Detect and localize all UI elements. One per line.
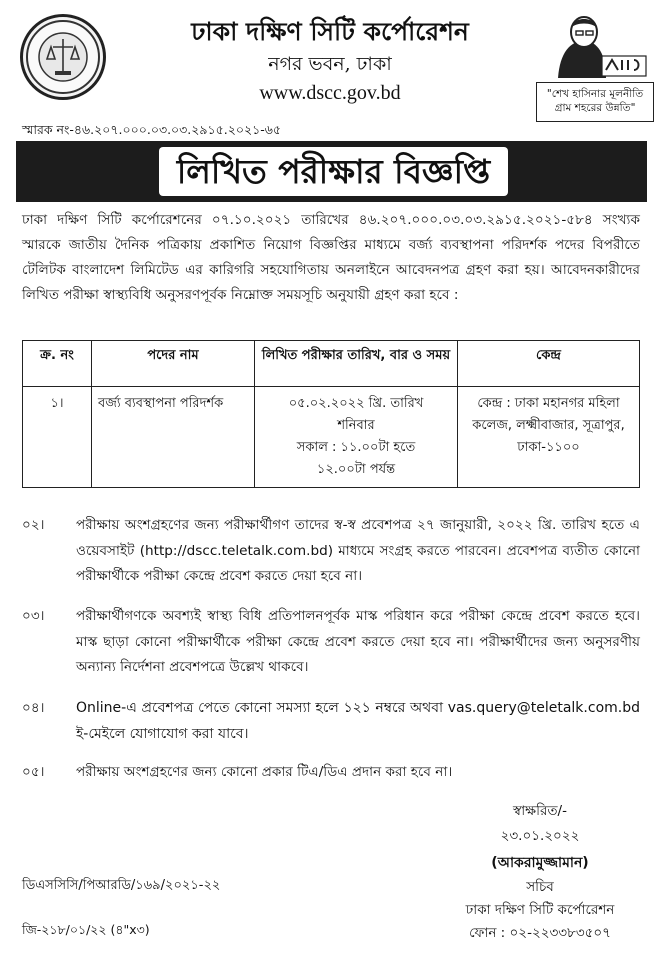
memo-number: স্মারক নং-৪৬.২০৭.০০০.০৩.০৩.২৯১৫.২০২১-৬৫ (22, 122, 281, 137)
date-line-2: শনিবার (337, 418, 375, 433)
cell-post: বর্জ্য ব্যবস্থাপনা পরিদর্শক (92, 387, 255, 488)
signatory-org: ঢাকা দক্ষিণ সিটি কর্পোরেশন (465, 902, 615, 918)
paragraph-02 (22, 513, 640, 590)
header-post: পদের নাম (92, 341, 255, 387)
signature-date: ২৩.০১.২০২২ (500, 828, 580, 844)
paragraph-04 (22, 696, 640, 747)
date-line-1: ০৫.০২.২০২২ খ্রি. তারিখ (288, 396, 424, 411)
org-website[interactable]: www.dscc.gov.bd (259, 82, 401, 104)
intro-paragraph: ঢাকা দক্ষিণ সিটি কর্পোরেশনের ০৭.১০.২০২১ তারিখের ৪৬.২০৭.০০০.০৩.০৩.২৯১৫.২০২১-৫৮৪ সংখ্যক স্মারকে জাতীয় দৈনিক পত্রিকায় প্রকাশিত নিয়োগ বিজ্ঞপ্তির মাধ্যমে বর্জ্য ব্যবস্থাপনা পরিদর্শক পদের বিপরীতে টেলিটক বাংলাদেশ লিমিটেড এর কারিগরি সহযোগিতায় অনলাইনে আবেদনপত্র গ্রহণ করা হয়। আবেদনকারীদের লিখিত পরীক্ষা স্বাস্থ্যবিধি অনুসরণপূর্বক নিম্নোক্ত সময়সূচি অনুযায়ী গ্রহণ করা হবে : (22, 212, 640, 303)
dscc-seal-icon (23, 17, 103, 97)
dscc-logo (20, 14, 106, 100)
signed-label: স্বাক্ষরিত/- (513, 803, 567, 819)
paragraph-text: Online-এ প্রবেশপত্র পেতে কোনো সমস্যা হলে ১২১ নম্বরে অথবা vas.query@teletalk.com.bd ই-মেইলে যোগাযোগ করা যাবে। (76, 700, 640, 742)
paragraph-number: ০৫। (22, 764, 45, 780)
table-row (23, 387, 640, 488)
date-line-3: সকাল : ১১.০০টা হতে (296, 440, 416, 455)
cell-serial: ১। (23, 387, 92, 488)
cell-date (255, 387, 458, 488)
exam-schedule-table (22, 340, 640, 488)
gd-reference: জি-২১৮/০১/২২ (৪"x৩) (22, 922, 150, 937)
org-name: ঢাকা দক্ষিণ সিটি কর্পোরেশন (191, 17, 469, 46)
slogan-line-2: গ্রাম শহরের উন্নতি" (554, 102, 636, 114)
paragraph-text: পরীক্ষায় অংশগ্রহণের জন্য পরীক্ষার্থীগণ তাদের স্ব-স্ব প্রবেশপত্র ২৭ জানুয়ারী, ২০২২ খ্রি. তারিখ হতে এ ওয়েবসাইট (http://dscc.teletalk.com.bd) মাধ্যমে সংগ্রহ করতে পারবেন। প্রবেশপত্র ব্যতীত কোনো পরীক্ষার্থীকে পরীক্ষা কেন্দ্রে প্রবেশ করতে দেয়া হবে না। (76, 517, 640, 584)
slogan-line-1: "শেখ হাসিনার মূলনীতি (546, 88, 644, 100)
header-center: কেন্দ্র (458, 341, 640, 387)
cell-center: কেন্দ্র : ঢাকা মহানগর মহিলা কলেজ, লক্ষ্মীবাজার, সূত্রাপুর, ঢাকা-১১০০ (458, 387, 640, 488)
signatory-name: (আকরামুজ্জামান) (491, 855, 589, 871)
signatory-designation: সচিব (526, 879, 554, 895)
notice-title: লিখিত পরীক্ষার বিজ্ঞপ্তি (159, 147, 508, 196)
paragraph-03 (22, 604, 640, 681)
paragraph-number: ০৩। (22, 608, 45, 624)
paragraph-number: ০৪। (22, 700, 45, 716)
date-line-4: ১২.০০টা পর্যন্ত (316, 462, 396, 477)
header-date: লিখিত পরীক্ষার তারিখ, বার ও সময় (255, 341, 458, 387)
title-banner (16, 141, 647, 202)
pr-reference: ডিএসসিসি/পিআরডি/১৬৯/২০২১-২২ (22, 878, 221, 893)
signatory-phone: ফোন : ০২-২২৩৩৮৩৫০৭ (469, 925, 611, 941)
slogan-box (536, 82, 654, 122)
paragraph-text: পরীক্ষায় অংশগ্রহণের জন্য কোনো প্রকার টিএ/ডিএ প্রদান করা হবে না। (76, 764, 453, 780)
header-serial: ক্র. নং (23, 341, 92, 387)
paragraph-text: পরীক্ষার্থীগণকে অবশ্যই স্বাস্থ্য বিধি প্রতিপালনপূর্বক মাস্ক পরিধান করে পরীক্ষা কেন্দ্রে প্রবেশ করতে হবে। মাস্ক ছাড়া কোনো পরীক্ষার্থীকে পরীক্ষা কেন্দ্রে প্রবেশ করতে দেয়া হবে না। পরীক্ষার্থীদের জন্য অনুসরণীয় অন্যান্য নির্দেশনা প্রবেশপত্রে উল্লেখ থাকবে। (76, 608, 640, 675)
paragraph-number: ০২। (22, 517, 45, 533)
table-header-row (23, 341, 640, 387)
paragraph-05 (22, 760, 640, 786)
mujib-borsho-logo (540, 12, 652, 82)
org-address: নগর ভবন, ঢাকা (268, 53, 392, 75)
mujib-portrait-icon (540, 12, 652, 82)
